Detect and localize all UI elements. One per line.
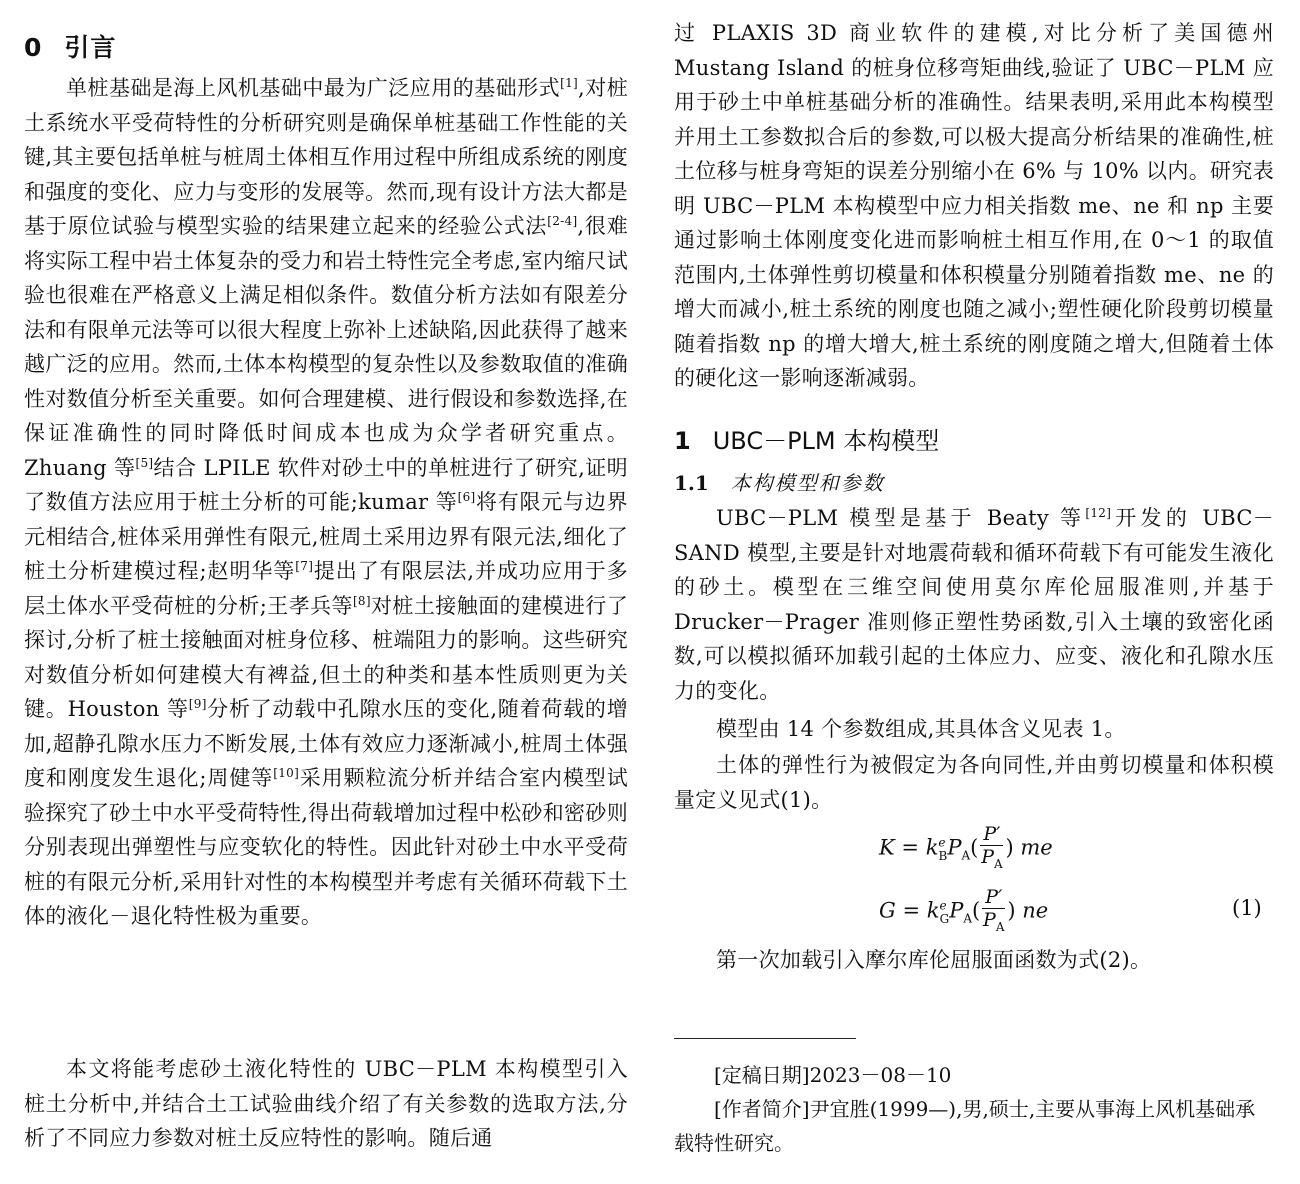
subsection-heading-1-1 [674, 467, 885, 496]
section-heading-introduction [24, 28, 116, 64]
section-number: 1 [674, 427, 691, 455]
equation-shear-modulus: $G = k^e_GP_A$( $\frac{P'}{P_A}$ ) ne [879, 886, 1049, 934]
text-run: 提出了有限层法,并成功应用于多层土体水平受荷桩的分析;王孝兵等 [24, 559, 628, 618]
citation-ref[interactable]: [9] [188, 697, 207, 711]
text-run: ,对桩土系统水平受荷特性的分析研究则是确保单桩基础工作性能的关键,其主要包括单桩与桩周土体相互作用过程中所组成系统的刚度和强度的变化、应力与变形的发展等。然而,现有设计方法大都是基于原位试验与模型实验的结果建立起来的经验公式法 [24, 76, 628, 238]
citation-ref[interactable]: [1] [560, 76, 579, 90]
text-run: 单桩基础是海上风机基础中最为广泛应用的基础形式 [66, 76, 561, 100]
citation-ref[interactable]: [6] [457, 490, 476, 504]
parameter-count-paragraph: 模型由 14 个参数组成,其具体含义见表 1。 [716, 717, 1126, 741]
intro-paragraph-2: 本文将能考虑砂土液化特性的 UBC－PLM 本构模型引入桩土分析中,并结合土工试验曲线介绍了有关参数的选取方法,分析了不同应力参数对桩土反应特性的影响。随后通 [24, 1057, 628, 1150]
citation-ref[interactable]: [8] [352, 593, 371, 608]
text-run: 将有限元与边界元相结合,桩体采用弹性有限元,桩周土采用边界有限元法,细化了桩土分析建模过程;赵明华等 [24, 490, 628, 583]
subsection-number: 1.1 [674, 471, 709, 495]
subsection-title: 本构模型和参数 [730, 471, 885, 495]
continued-paragraph: 过 PLAXIS 3D 商业软件的建模,对比分析了美国德州 Mustang Island 的桩身位移弯矩曲线,验证了 UBC－PLM 应用于砂土中单桩基础分析的准确性。结果表明,采用此本构模型并用土工参数拟合后的参数,可以极大提高分析结果的准确性,桩土位移与桩身弯矩的误差分别缩小在 6% 与 10% 以内。研究表明 UBC－PLM 本构模型中应力相关指数 me、ne 和 np 主要通过影响土体刚度变化进而影响桩土相互作用,在 0～1 的取值范围内,土体弹性剪切模量和体积模量分别随着指数 me、ne 的增大而减小,桩土系统的刚度也随之减小;塑性硬化阶段剪切模量随着指数 np 的增大增大,桩土系统的刚度随之增大,但随着土体的硬化这一影响逐渐减弱。 [674, 21, 1274, 390]
model-paragraph [674, 501, 1274, 708]
section-title: UBC－PLM 本构模型 [712, 427, 940, 455]
equation-number: (1) [1232, 896, 1262, 920]
citation-ref[interactable]: [10] [273, 766, 300, 780]
yield-surface-paragraph: 第一次加载引入摩尔库伦屈服面函数为式(2)。 [716, 948, 1152, 972]
footnote-received-date: [定稿日期]2023－08－10 [714, 1063, 952, 1087]
text-run: 开发的 UBC－SAND 模型,主要是针对地震荷载和循环荷载下有可能发生液化的砂土。模型在三维空间使用莫尔库伦屈服准则,并基于 Drucker－Prager 准则修正塑性势函数,引入土壤的致密化函数,可以模拟循环加载引起的土体应力、应变、液化和孔隙水压力的变化。 [674, 506, 1274, 703]
text-run: 结合 LPILE 软件对砂土中的单桩进行了研究,证明了数值方法应用于桩土分析的可能;kumar 等 [24, 455, 628, 514]
citation-ref[interactable]: [5] [135, 455, 154, 470]
citation-ref[interactable]: [2-4] [547, 214, 578, 228]
intro-paragraph-1 [24, 71, 628, 934]
footnote-divider [674, 1038, 856, 1039]
citation-ref[interactable]: [7] [295, 559, 314, 573]
section-heading-1 [674, 421, 939, 456]
elastic-behavior-paragraph: 土体的弹性行为被假定为各向同性,并由剪切模量和体积模量定义见式(1)。 [674, 753, 1274, 812]
text-run: 采用颗粒流分析并结合室内模型试验探究了砂土中水平受荷特性,得出荷载增加过程中松砂和密砂则分别表现出弹塑性与应变软化的特性。因此针对砂土中水平受荷桩的有限元分析,采用针对性的本构模型并考虑有关循环荷载下土体的液化－退化特性极为重要。 [24, 766, 628, 928]
text-run: 对桩土接触面的建模进行了探讨,分析了桩土接触面对桩身位移、桩端阻力的影响。这些研究对数值分析如何建模大有裨益,但土的种类和基本性质则更为关键。Houston 等 [24, 593, 628, 721]
footnote-author-info: [作者简介]尹宜胜(1999—),男,硕士,主要从事海上风机基础承载特性研究。 [674, 1097, 1256, 1155]
equation-bulk-modulus: $K = k^e_BP_A$( $\frac{P'}{P_A}$ ) me [879, 823, 1053, 871]
text-run: UBC－PLM 模型是基于 Beaty 等 [716, 506, 1086, 530]
text-run: ,很难将实际工程中岩土体复杂的受力和岩土特性完全考虑,室内缩尺试验也很难在严格意义上满足相似条件。数值分析方法如有限差分法和有限单元法等可以很大程度上弥补上述缺陷,因此获得了越来越广泛的应用。然而,土体本构模型的复杂性以及参数取值的准确性对数值分析至关重要。如何合理建模、进行假设和参数选择,在保证准确性的同时降低时间成本也成为众学者研究重点。Zhuang 等 [24, 214, 628, 480]
section-number: 0 [24, 33, 43, 62]
section-title: 引言 [64, 33, 117, 62]
citation-ref[interactable]: [12] [1085, 506, 1112, 520]
text-run: 分析了动载中孔隙水压的变化,随着荷载的增加,超静孔隙水压力不断发展,土体有效应力逐渐减小,桩周土体强度和刚度发生退化;周健等 [24, 697, 628, 790]
